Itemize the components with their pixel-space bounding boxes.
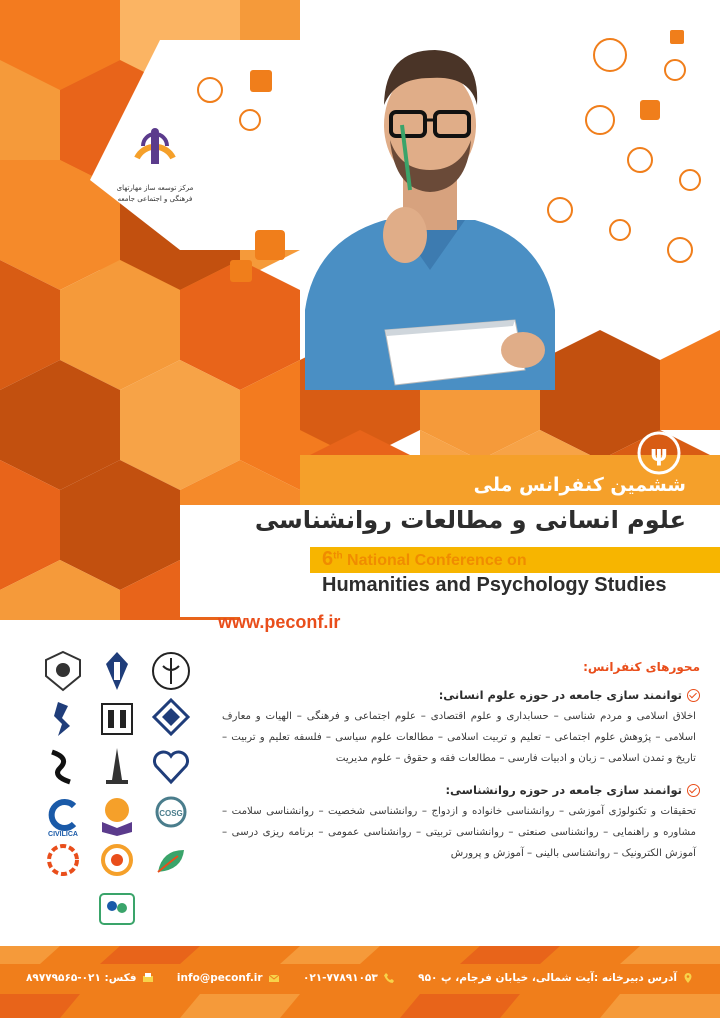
people-logo-icon (94, 888, 140, 934)
topic-section-psychology (222, 783, 700, 864)
cosg-logo-icon (148, 792, 194, 838)
phone-text: ۰۲۱-۷۷۸۹۱۰۵۳ (302, 972, 378, 984)
fax-text: فکس: ۰۲۱-۸۹۷۷۹۵۶۵ (26, 972, 137, 984)
ring-logo-icon (40, 840, 86, 886)
location-pin-icon (682, 972, 694, 984)
topic-body-humanities: اخلاق اسلامی و مردم شناسی – حسابداری و علوم اقتصادی – علوم اجتماعی و فرهنگی – الهیات و معارف اسلامی – پژوهش علوم اجتماعی – تعلیم و تربیت اسلامی – مطالعات علوم سیاسی – فلسفه تعلیم و تربیت – تاریخ و تمدن اسلامی – زبان و ادبیات فارسی – مطالعات فقه و حقوق – علوم مدیریت (222, 711, 696, 764)
topic-body-psychology: تحقیقات و تکنولوژی آموزشی – روانشناسی خانواده و ازدواج – روانشناسی شخصیت – روانشناسی سلامت – مشاوره و راهنمایی – روانشناسی صنعتی – روانشناسی تربیتی – روانشناسی عمومی – برنامه ریزی درسی – آموزش الکترونیک – روانشناسی بالینی – آموزش و پرورش (222, 806, 696, 859)
university-logo-icon (94, 648, 140, 694)
conference-title-en-line1 (322, 548, 527, 571)
sponsor-logo-4 (40, 696, 86, 742)
topic-title-humanities: توانمند سازی جامعه در حوزه علوم انسانی: (438, 688, 682, 702)
organizer-caption-1: مرکز توسعه ساز مهارتهای (116, 184, 194, 192)
building-logo-icon (94, 696, 140, 742)
civilica-logo-icon (40, 792, 86, 838)
topic-heading-humanities (222, 688, 700, 702)
email-text: info@peconf.ir (176, 972, 263, 984)
ordinal-number: 6 (322, 548, 334, 570)
conference-title-en-line2: Humanities and Psychology Studies (322, 574, 667, 596)
cosg-label: COSG (159, 809, 183, 818)
phone-item[interactable] (303, 972, 395, 984)
fax-item[interactable] (26, 972, 154, 984)
organizer-emblem-icon (125, 118, 185, 178)
calligraphy-logo-icon (40, 744, 86, 790)
sponsor-logo-cosg (148, 792, 194, 838)
address-text: آدرس دبیرخانه :آیت شمالی، خیابان فرجام، پ ۹۵۰ (418, 972, 677, 984)
tower-logo-icon (94, 744, 140, 790)
circle-logo-icon (94, 840, 140, 886)
email-icon (268, 972, 280, 984)
conference-title-fa-line2: علوم انسانی و مطالعات روانشناسی (254, 506, 686, 534)
organizer-caption-2: فرهنگی و اجتماعی جامعه (117, 195, 193, 204)
leaf-logo-icon (148, 840, 194, 886)
sponsor-logo-9 (148, 744, 194, 790)
sponsor-logo-1 (40, 648, 86, 694)
medical-logo-icon (148, 648, 194, 694)
ordinal-suffix: th (333, 550, 343, 562)
email-item[interactable] (177, 972, 280, 984)
fax-icon (142, 972, 154, 984)
civilica-label: CIVILICA (48, 831, 78, 838)
topics-heading: محورهای کنفرانس: (583, 660, 700, 674)
sponsor-logo-12 (94, 840, 140, 886)
book-logo-icon (94, 792, 140, 838)
title-en-line1-text: National Conference on (342, 552, 527, 569)
conference-topics (222, 660, 700, 878)
topic-heading-psychology (222, 783, 700, 797)
sponsor-logo-3 (148, 648, 194, 694)
topic-section-humanities (222, 688, 700, 769)
address-item (418, 972, 694, 984)
sponsor-logo-7 (40, 744, 86, 790)
contact-info (0, 964, 720, 992)
sponsor-logo-8 (94, 744, 140, 790)
conference-title-fa-line1: ششمین کنفرانس ملی (473, 474, 686, 496)
sponsor-logo-13 (148, 840, 194, 886)
check-circle-icon (687, 689, 700, 702)
topic-title-psychology: توانمند سازی جامعه در حوزه روانشناسی: (445, 783, 682, 797)
figure-logo-icon (40, 696, 86, 742)
sponsor-logo-6 (148, 696, 194, 742)
diamond-logo-icon (148, 696, 194, 742)
sponsor-logo-5 (94, 696, 140, 742)
svg-text:ψ: ψ (650, 442, 668, 467)
heart-logo-icon (148, 744, 194, 790)
website-link[interactable]: www.peconf.ir (218, 612, 341, 632)
sponsor-logo-11 (40, 840, 86, 886)
check-circle-icon (687, 784, 700, 797)
shield-logo-icon (40, 648, 86, 694)
sponsor-logo-2 (94, 648, 140, 694)
sponsor-logo-14 (94, 888, 140, 934)
phone-icon (383, 972, 395, 984)
sponsor-logo-civilica (40, 792, 86, 838)
thinking-man-illustration (285, 20, 575, 390)
conference-emblem-icon (634, 428, 684, 478)
sponsor-logo-10 (94, 792, 140, 838)
organizer-logo (110, 118, 200, 204)
